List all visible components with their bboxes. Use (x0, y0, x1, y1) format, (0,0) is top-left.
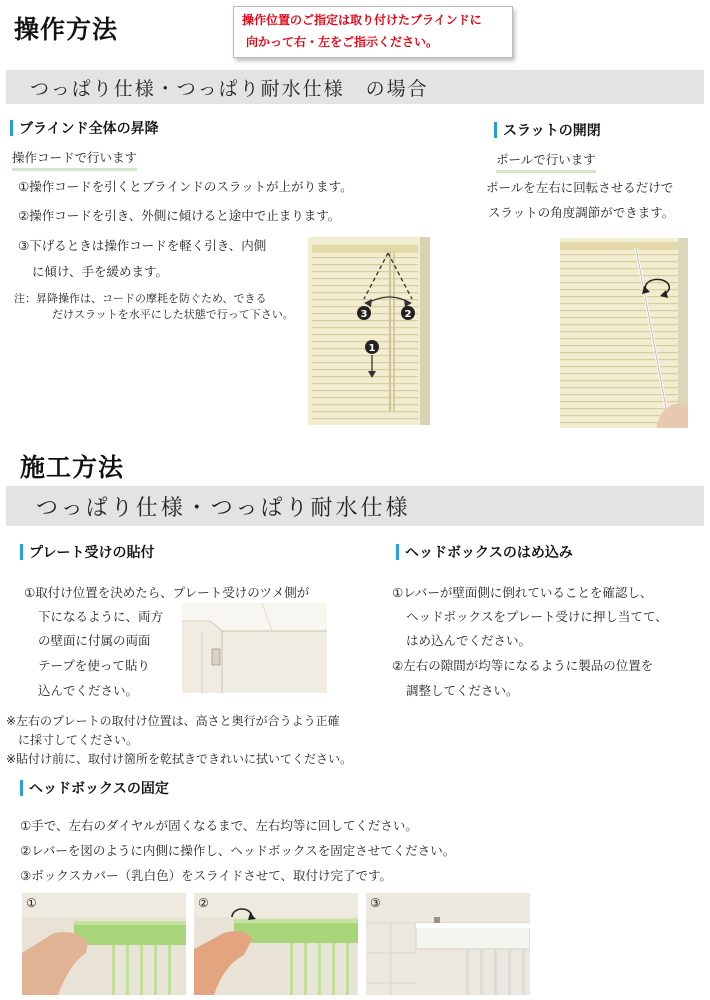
photo-label-2: ② (198, 896, 209, 910)
plate-bracket (212, 649, 220, 665)
install-title: 施工方法 (20, 453, 125, 482)
blind-slat (560, 352, 678, 353)
blind-slat (494, 949, 497, 995)
heading-accent-bar (10, 120, 13, 136)
blind-slat (480, 949, 483, 995)
blind-slat (312, 411, 418, 412)
operation-band: つっぱり仕様・つっぱり耐水仕様 の場合 (6, 70, 704, 104)
slat-heading-text: スラットの開閉 (503, 123, 601, 139)
blind-slat (560, 303, 678, 304)
plate-heading-text: プレート受けの貼付 (29, 545, 155, 561)
blind-illustration (560, 238, 688, 428)
notice-box (233, 6, 513, 58)
lift-step-3-cont: に傾け、手を緩めます。 (32, 264, 169, 279)
blind-slat (312, 355, 418, 356)
slat-line-1: ポールを左右に回転させるだけで (486, 180, 674, 195)
photo-label-3: ③ (370, 896, 381, 910)
lift-note: 注：昇降操作は、コードの摩耗を防ぐため、できる (14, 292, 267, 305)
install-photo-1 (22, 893, 186, 995)
plate-line-3: の壁面に付属の両面 (38, 633, 151, 648)
blind-slat (560, 282, 678, 283)
heading-accent-bar (20, 780, 23, 796)
blind-slat (312, 369, 418, 370)
blind-slat (522, 949, 525, 995)
headbox-fix-heading (20, 778, 169, 798)
lift-note-cont: だけスラットを水平にした状態で行って下さい。 (52, 308, 294, 321)
slat-heading (494, 120, 601, 140)
blind-slat (466, 949, 469, 995)
blind-slat (560, 268, 678, 269)
blind-slat (560, 254, 678, 255)
marker-3-label: 3 (360, 309, 368, 320)
blind-slat (312, 271, 418, 272)
plate-line-4: テープを使って貼り (38, 658, 150, 673)
headbox-fix-heading-text: ヘッドボックスの固定 (29, 781, 169, 797)
install-band: つっぱり仕様・つっぱり耐水仕様 (6, 486, 704, 526)
headbox-fit-line-3: はめ込んでください。 (406, 633, 532, 648)
lift-heading (10, 118, 159, 138)
blind-slat (560, 289, 678, 290)
blind-slat (112, 945, 115, 995)
lift-blind-photo (308, 237, 430, 425)
lift-step-1: ①操作コードを引くとブラインドのスラットが上がります。 (18, 179, 353, 194)
blind-slat (312, 327, 418, 328)
photo-label-1: ① (26, 896, 37, 910)
blind-slat (318, 943, 321, 995)
blind-slat (346, 943, 349, 995)
headbox-photo-illustration (22, 893, 186, 995)
headbox-fit-line-2: ヘッドボックスをプレート受けに押し当てて、 (406, 609, 668, 624)
blind-slat (312, 418, 418, 419)
blind-slat (560, 338, 678, 339)
blind-slat (312, 264, 418, 265)
blind-illustration (308, 237, 430, 425)
heading-accent-bar (396, 544, 399, 560)
operation-title: 操作方法 (14, 15, 119, 44)
slat-line-2: スラットの角度調節ができます。 (488, 205, 675, 220)
blind-slat (312, 390, 418, 391)
blind-slat (312, 320, 418, 321)
headbox-fix-line-3: ③ボックスカバー（乳白色）をスライドさせて、取付け完了です。 (20, 868, 392, 883)
blind-slat (312, 362, 418, 363)
blind-slat (560, 345, 678, 346)
blind-slat (312, 341, 418, 342)
headbox-fix-line-2: ②レバーを図のように内側に操作し、ヘッドボックスを固定させてください。 (20, 843, 456, 858)
headbox-fit-heading (396, 542, 573, 562)
plate-photo (182, 603, 327, 693)
blind-slat (560, 317, 678, 318)
blind-slat (312, 404, 418, 405)
blind-slat (312, 285, 418, 286)
notice-line: 操作位置のご指定は取り付けたブラインドに (242, 13, 482, 27)
blind-slat (332, 943, 335, 995)
blind-slat (560, 401, 678, 402)
blind-slat (154, 945, 157, 995)
blind-slat (560, 408, 678, 409)
blind-slat (312, 376, 418, 377)
wall-corner-illustration (182, 603, 327, 693)
blind-slat (312, 348, 418, 349)
lift-heading-text: ブラインド全体の昇降 (19, 121, 159, 137)
blind-slat (560, 310, 678, 311)
plate-note-1: ※左右のプレートの取付け位置は、高さと奥行が合うよう正確 (6, 714, 340, 728)
slat-tag: ポールで行います (496, 150, 596, 173)
headbox-photo-illustration (194, 893, 358, 995)
plate-line-5: 込んでください。 (38, 683, 139, 698)
headbox-fit-heading-text: ヘッドボックスのはめ込み (405, 545, 573, 561)
blind-slat (312, 292, 418, 293)
blind-slat (290, 943, 293, 995)
install-photo-2 (194, 893, 358, 995)
notice-line: 向かって右・左をご指示ください。 (246, 35, 439, 49)
blind-slat (560, 331, 678, 332)
headbox-fit-line-5: 調整してください。 (406, 683, 519, 698)
plate-heading (20, 542, 154, 562)
blind-slat (560, 261, 678, 262)
blind-slat (312, 334, 418, 335)
blind-slat (560, 296, 678, 297)
lift-tag: 操作コードで行います (12, 148, 137, 171)
plate-note-3: ※貼付け前に、取付け箇所を乾拭きできれいに拭いてください。 (6, 752, 353, 766)
heading-accent-bar (494, 122, 497, 138)
headbox-fix-line-1: ①手で、左右のダイヤルが固くなるまで、左右均等に回してください。 (20, 818, 418, 833)
blind-slat (560, 359, 678, 360)
blind-slat (560, 366, 678, 367)
blind-slat (312, 397, 418, 398)
blind-slat (168, 945, 171, 995)
headbox-fit-line-4: ②左右の隙間が均等になるように製品の位置を (392, 658, 654, 673)
blind-slat (140, 945, 143, 995)
headbox-fit-line-1: ①レバーが壁面側に倒れていることを確認し、 (392, 585, 653, 600)
blind-slat (312, 257, 418, 258)
slat-blind-photo (560, 238, 688, 428)
blind-slat (560, 394, 678, 395)
blind-slat (508, 949, 511, 995)
lift-step-2: ②操作コードを引き、外側に傾けると途中で止まります。 (18, 208, 341, 223)
blind-slat (312, 383, 418, 384)
blind-slat (560, 324, 678, 325)
headbox-photo-illustration (366, 893, 530, 995)
blind-slat (304, 943, 307, 995)
marker-1-label: 1 (368, 343, 376, 354)
marker-2-label: 2 (404, 309, 412, 320)
install-photo-3 (366, 893, 530, 995)
blind-slat (560, 387, 678, 388)
heading-accent-bar (20, 544, 23, 560)
plate-note-2: に採寸してください。 (18, 733, 139, 747)
blind-slat (126, 945, 129, 995)
blind-slat (560, 275, 678, 276)
plate-line-1: ①取付け位置を決めたら、プレート受けのツメ側が (24, 585, 310, 600)
lift-step-3: ③下げるときは操作コードを軽く引き、内側 (18, 238, 267, 253)
plate-line-2: 下になるように、両方 (38, 609, 164, 624)
